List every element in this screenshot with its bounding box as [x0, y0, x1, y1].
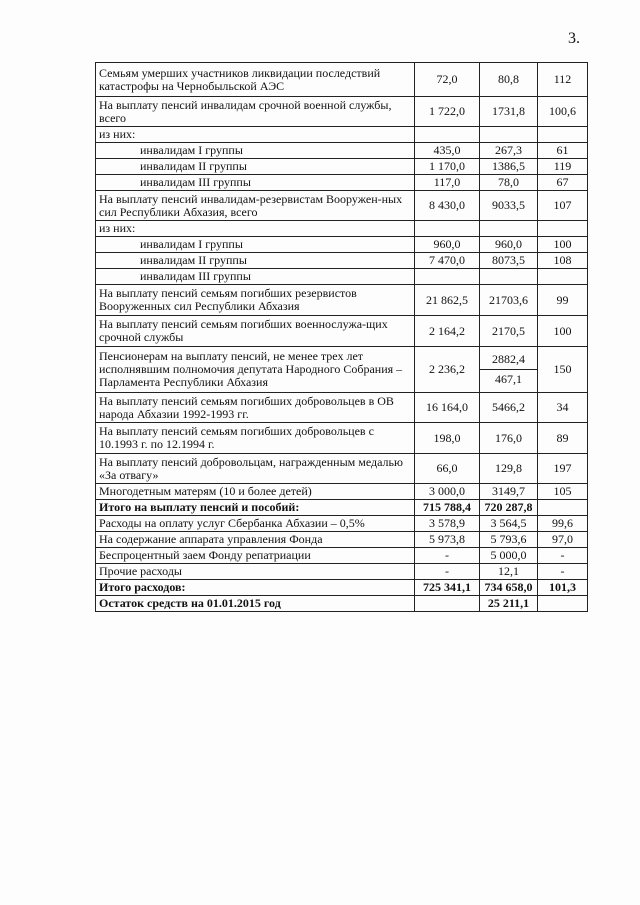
plan-value: 715 788,4 — [415, 500, 480, 516]
plan-value: 72,0 — [415, 63, 480, 97]
percent-value: 97,0 — [538, 532, 588, 548]
table-row — [96, 596, 588, 612]
plan-value: 117,0 — [415, 175, 480, 191]
pension-expenses-table — [95, 62, 588, 612]
actual-value — [480, 269, 538, 285]
actual-value: 3149,7 — [480, 484, 538, 500]
actual-value: 5 793,6 — [480, 532, 538, 548]
percent-value: - — [538, 564, 588, 580]
percent-value — [538, 269, 588, 285]
actual-value: 960,0 — [480, 237, 538, 253]
row-label: Многодетным матерям (10 и более детей) — [96, 484, 415, 500]
table-row — [96, 316, 588, 347]
table-row — [96, 484, 588, 500]
row-label: из них: — [96, 127, 415, 143]
table-row — [96, 393, 588, 423]
table-row — [96, 253, 588, 269]
actual-value: 3 564,5 — [480, 516, 538, 532]
table-row — [96, 548, 588, 564]
percent-value: 105 — [538, 484, 588, 500]
plan-value: 198,0 — [415, 423, 480, 454]
plan-value: 66,0 — [415, 454, 480, 484]
plan-value: 725 341,1 — [415, 580, 480, 596]
actual-value: 80,8 — [480, 63, 538, 97]
actual-value: 8073,5 — [480, 253, 538, 269]
plan-value — [415, 269, 480, 285]
plan-value — [415, 221, 480, 237]
row-label: из них: — [96, 221, 415, 237]
actual-value: 129,8 — [480, 454, 538, 484]
row-label: Итого на выплату пенсий и пособий: — [96, 500, 415, 516]
plan-value: - — [415, 564, 480, 580]
plan-value: 2 164,2 — [415, 316, 480, 347]
row-label: На выплату пенсий семьям погибших добровольцев с 10.1993 г. по 12.1994 г. — [96, 423, 415, 454]
percent-value: 99 — [538, 285, 588, 316]
percent-value: 100 — [538, 316, 588, 347]
actual-value: 21703,6 — [480, 285, 538, 316]
row-label: Итого расходов: — [96, 580, 415, 596]
actual-value: 78,0 — [480, 175, 538, 191]
percent-value: 99,6 — [538, 516, 588, 532]
table-row — [96, 500, 588, 516]
table-row — [96, 175, 588, 191]
table-row — [96, 454, 588, 484]
table-row — [96, 97, 588, 127]
plan-value: - — [415, 548, 480, 564]
row-label: Беспроцентный заем Фонду репатриации — [96, 548, 415, 564]
table-row — [96, 63, 588, 97]
actual-value: 1386,5 — [480, 159, 538, 175]
actual-value-secondary: 467,1 — [495, 372, 522, 386]
row-label: Расходы на оплату услуг Сбербанка Абхазии – 0,5% — [96, 516, 415, 532]
percent-value: - — [538, 548, 588, 564]
plan-value: 5 973,8 — [415, 532, 480, 548]
plan-value: 8 430,0 — [415, 191, 480, 221]
row-label: инвалидам III группы — [96, 269, 415, 285]
row-label: На выплату пенсий инвалидам срочной военной службы, всего — [96, 97, 415, 127]
row-label: На выплату пенсий инвалидам-резервистам Вооружен-ных сил Республики Абхазия, всего — [96, 191, 415, 221]
row-label: На выплату пенсий добровольцам, награжденным медалью «За отвагу» — [96, 454, 415, 484]
actual-value: 5466,2 — [480, 393, 538, 423]
percent-value: 107 — [538, 191, 588, 221]
row-label: На выплату пенсий семьям погибших резервистов Вооруженных сил Республики Абхазия — [96, 285, 415, 316]
actual-value: 720 287,8 — [480, 500, 538, 516]
table-row — [96, 143, 588, 159]
row-label: инвалидам I группы — [96, 237, 415, 253]
row-label: Семьям умерших участников ликвидации последствий катастрофы на Чернобыльской АЭС — [96, 63, 415, 97]
percent-value: 197 — [538, 454, 588, 484]
page-number: 3. — [568, 30, 580, 47]
actual-value: 1731,8 — [480, 97, 538, 127]
table-row — [96, 221, 588, 237]
table-row — [96, 423, 588, 454]
plan-value: 960,0 — [415, 237, 480, 253]
actual-value — [480, 127, 538, 143]
actual-value: 734 658,0 — [480, 580, 538, 596]
actual-value: 12,1 — [480, 564, 538, 580]
percent-value: 119 — [538, 159, 588, 175]
row-label: На выплату пенсий семьям погибших добровольцев в ОВ народа Абхазии 1992-1993 гг. — [96, 393, 415, 423]
percent-value — [538, 500, 588, 516]
table-row — [96, 347, 588, 393]
percent-value: 61 — [538, 143, 588, 159]
percent-value — [538, 596, 588, 612]
row-label: Остаток средств на 01.01.2015 год — [96, 596, 415, 612]
plan-value — [415, 127, 480, 143]
row-label: На выплату пенсий семьям погибших военнослужа-щих срочной службы — [96, 316, 415, 347]
percent-value: 100 — [538, 237, 588, 253]
actual-value: 267,3 — [480, 143, 538, 159]
actual-value: 5 000,0 — [480, 548, 538, 564]
plan-value — [415, 596, 480, 612]
actual-value: 2170,5 — [480, 316, 538, 347]
plan-value: 2 236,2 — [415, 347, 480, 393]
table-row — [96, 285, 588, 316]
table-row — [96, 516, 588, 532]
row-label: Прочие расходы — [96, 564, 415, 580]
percent-value: 101,3 — [538, 580, 588, 596]
table-row — [96, 564, 588, 580]
plan-value: 1 722,0 — [415, 97, 480, 127]
row-label: На содержание аппарата управления Фонда — [96, 532, 415, 548]
actual-value: 2882,4 — [480, 353, 537, 370]
percent-value: 108 — [538, 253, 588, 269]
table-row — [96, 127, 588, 143]
plan-value: 1 170,0 — [415, 159, 480, 175]
table-row — [96, 191, 588, 221]
table-row — [96, 159, 588, 175]
row-label: инвалидам I группы — [96, 143, 415, 159]
percent-value: 100,6 — [538, 97, 588, 127]
actual-value-split — [480, 347, 538, 393]
table-row — [96, 269, 588, 285]
percent-value — [538, 127, 588, 143]
percent-value: 67 — [538, 175, 588, 191]
plan-value: 3 578,9 — [415, 516, 480, 532]
plan-value: 435,0 — [415, 143, 480, 159]
percent-value: 112 — [538, 63, 588, 97]
row-label: Пенсионерам на выплату пенсий, не менее трех лет исполнявшим полномочия депутата Народного Собрания – Парламента Республики Абхазия — [96, 347, 415, 393]
row-label: инвалидам III группы — [96, 175, 415, 191]
actual-value: 25 211,1 — [480, 596, 538, 612]
table-row — [96, 532, 588, 548]
plan-value: 7 470,0 — [415, 253, 480, 269]
percent-value: 150 — [538, 347, 588, 393]
plan-value: 21 862,5 — [415, 285, 480, 316]
percent-value: 34 — [538, 393, 588, 423]
table-row — [96, 237, 588, 253]
actual-value — [480, 221, 538, 237]
row-label: инвалидам II группы — [96, 253, 415, 269]
actual-value: 9033,5 — [480, 191, 538, 221]
table-row — [96, 580, 588, 596]
actual-value: 176,0 — [480, 423, 538, 454]
percent-value: 89 — [538, 423, 588, 454]
percent-value — [538, 221, 588, 237]
row-label: инвалидам II группы — [96, 159, 415, 175]
plan-value: 16 164,0 — [415, 393, 480, 423]
plan-value: 3 000,0 — [415, 484, 480, 500]
